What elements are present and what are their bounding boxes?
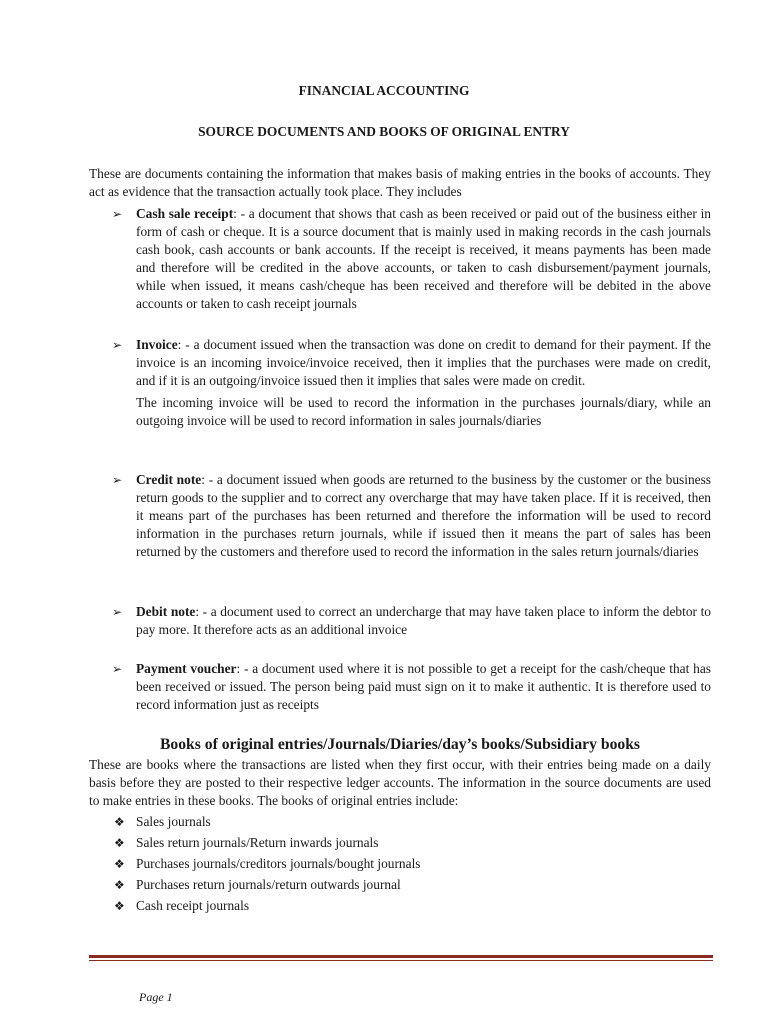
entry-term: Invoice <box>136 337 178 352</box>
entry-text: : - a document issued when the transaction was done on credit to demand for their payment. If the invoice is an incoming invoice/invoice received, then it implies that the purchases were made on credit, and if it is an outgoing/invoice issued then it implies that sales were made on credit. <box>136 337 711 388</box>
diamond-bullet-icon: ❖ <box>114 836 125 850</box>
diamond-bullet-icon: ❖ <box>114 857 125 871</box>
entry-text: : - a document issued when goods are returned to the business by the customer or the business return goods to the supplier and to correct any overcharge that may have taken place. If it is received, then it means part of the purchases has been returned and therefore the information will be used to record information in the purchases return journals, while if issued then it means the part of sales has been returned by the customers and therefore used to record the information in the sales return journals/diaries <box>136 472 712 559</box>
diamond-bullet-icon: ❖ <box>114 815 125 829</box>
entry-term: Payment voucher <box>136 661 237 676</box>
entry-text: : - a document used where it is not possible to get a receipt for the cash/cheque that has been received or issued. The person being paid must sign on it to make it authentic. It is therefore used to record information just as receipts <box>136 661 711 712</box>
list-item-credit-note <box>112 471 711 561</box>
list-item: ❖ Sales return journals/Return inwards journals <box>114 835 379 850</box>
books-list <box>114 813 421 918</box>
books-intro-paragraph: These are books where the transactions are listed when they first occur, with their entries being made on a daily basis before they are posted to their respective ledger accounts. The information in the source documents are used to make entries in these books. The books of original entries include: <box>89 757 711 808</box>
entry-term: Credit note <box>136 472 202 487</box>
arrow-bullet-icon: ➢ <box>112 473 123 487</box>
entry-text: : - a document that shows that cash as been received or paid out of the business either in form of cash or cheque. It is a source document that is mainly used in making records in the cash journals cash book, cash accounts or bank accounts. If the receipt is received, it means payments has been made and therefore will be credited in the above accounts, or taken to cash disbursement/payment journals, while when issued, it means cash/cheque has been received and therefore will be debited in the above accounts or taken to cash receipt journals <box>136 206 711 311</box>
arrow-bullet-icon: ➢ <box>112 605 123 619</box>
page-number: Page 1 <box>139 990 173 1004</box>
list-item: ❖ Cash receipt journals <box>114 898 250 913</box>
entry-text: : - a document used to correct an undercharge that may have taken place to inform the debtor to pay more. It therefore acts as an additional invoice <box>136 604 711 637</box>
books-heading: Books of original entries/Journals/Diaries/day’s books/Subsidiary books <box>159 736 641 753</box>
intro-paragraph: These are documents containing the information that makes basis of making entries in the books of accounts. They act as evidence that the transaction actually took place. They includes <box>89 166 711 199</box>
footer-rule <box>89 955 713 958</box>
list-item-cash-sale-receipt <box>112 205 711 313</box>
list-item-debit-note <box>112 603 711 639</box>
list-item-payment-voucher <box>112 660 711 714</box>
list-item: ❖ Purchases return journals/return outwards journal <box>114 877 401 892</box>
list-item: ❖ Purchases journals/creditors journals/bought journals <box>114 856 421 871</box>
arrow-bullet-icon: ➢ <box>112 338 123 352</box>
entry-term: Debit note <box>136 604 196 619</box>
arrow-bullet-icon: ➢ <box>112 207 123 221</box>
list-item-invoice <box>112 336 711 430</box>
diamond-bullet-icon: ❖ <box>114 899 125 913</box>
list-item: ❖ Sales journals <box>114 814 211 829</box>
footer-rule-thin <box>89 960 713 961</box>
diamond-bullet-icon: ❖ <box>114 878 125 892</box>
section-title: SOURCE DOCUMENTS AND BOOKS OF ORIGINAL ENTRY <box>198 124 570 139</box>
arrow-bullet-icon: ➢ <box>112 662 123 676</box>
entry-extra-text: The incoming invoice will be used to record the information in the purchases journals/diary, while an outgoing invoice will be used to record information in sales journals/diaries <box>136 395 711 428</box>
entry-term: Cash sale receipt <box>136 206 234 221</box>
page-title: FINANCIAL ACCOUNTING <box>298 83 470 98</box>
